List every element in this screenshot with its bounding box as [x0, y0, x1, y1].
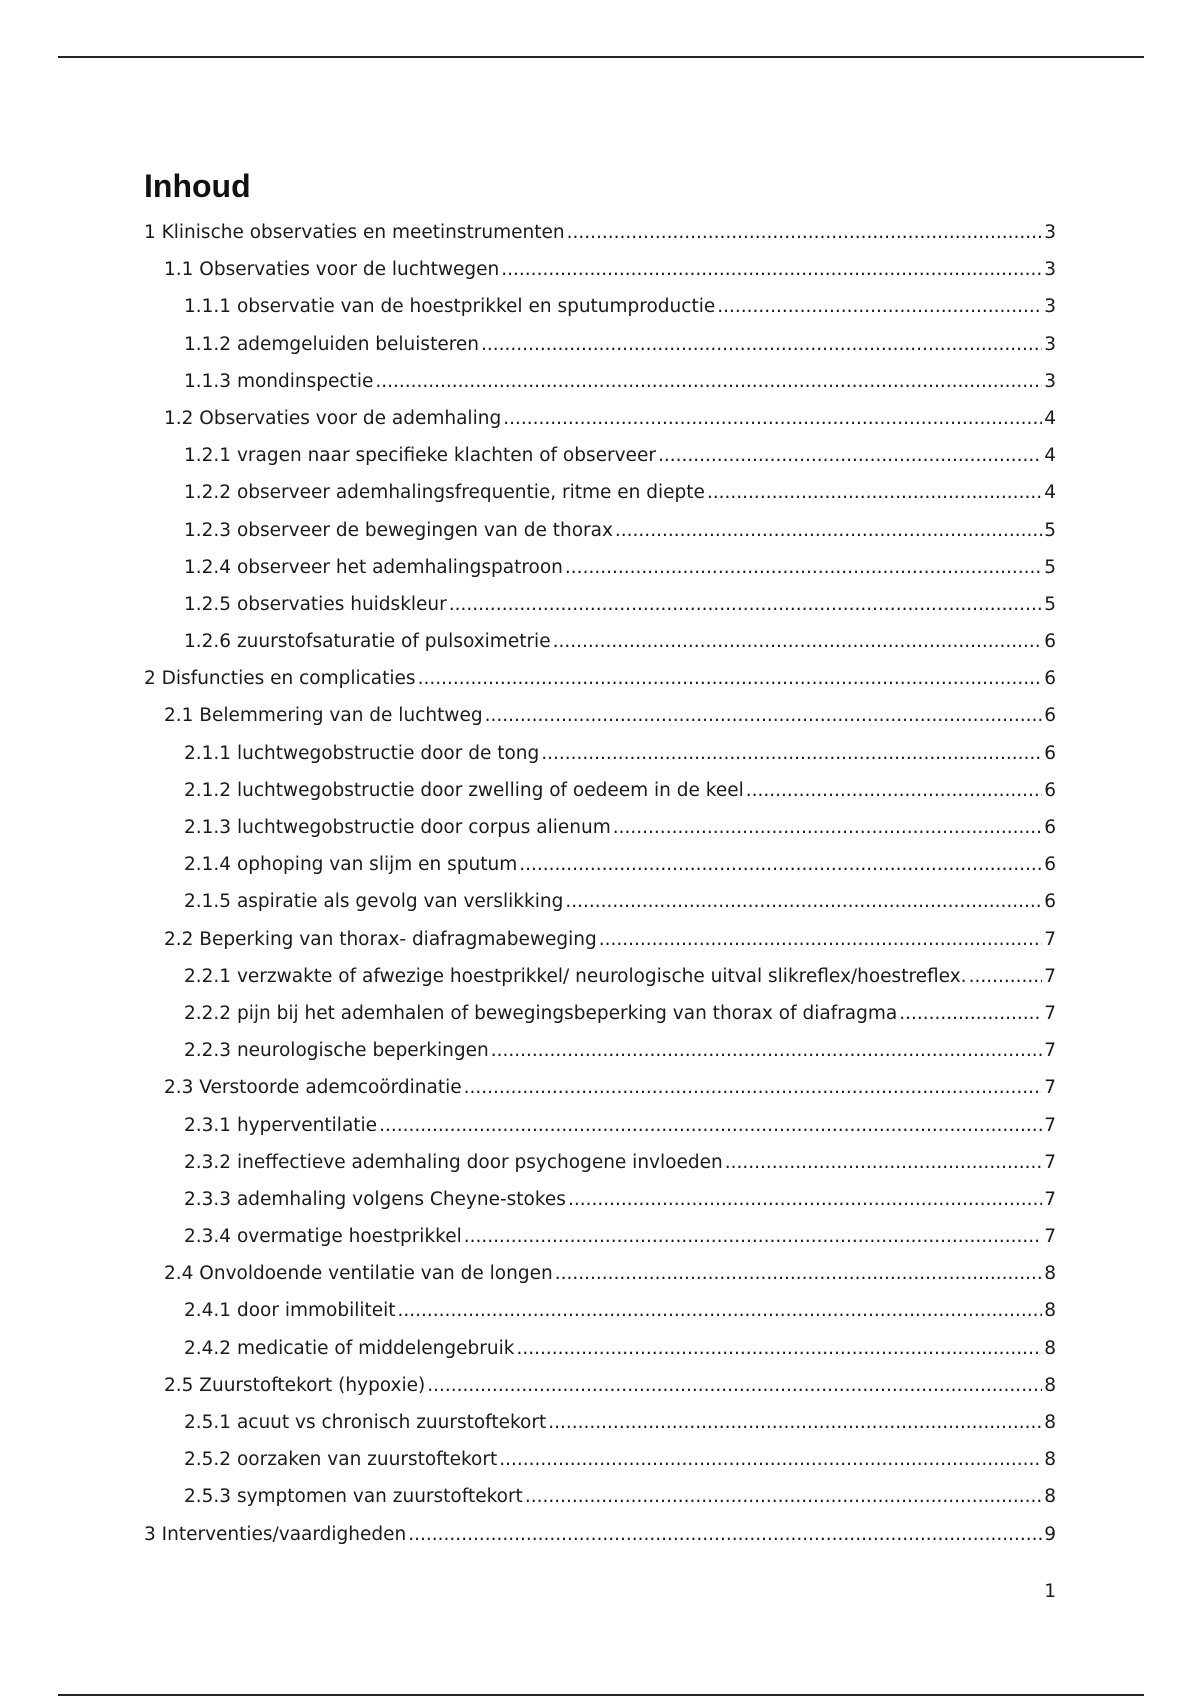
toc-dot-leader [565, 553, 1042, 583]
toc-entry-title: 2.1.1 luchtwegobstructie door de tong [184, 742, 540, 764]
toc-entry-page: 6 [1044, 817, 1056, 838]
toc-dot-leader [707, 478, 1042, 508]
toc-entry-title: 1.2.1 vragen naar specifieke klachten of observeer [184, 445, 656, 467]
toc-entry[interactable] [144, 701, 1056, 738]
toc-dot-leader [567, 218, 1043, 248]
toc-entry[interactable] [144, 887, 1056, 924]
toc-entry-title: 2.3.2 ineffectieve ademhaling door psychogene invloeden [184, 1151, 723, 1173]
toc-entry-title: 2.4.2 medicatie of middelengebruik [184, 1337, 515, 1359]
toc-entry-title: 2.1.5 aspiratie als gevolg van verslikking [184, 891, 564, 913]
toc-entry[interactable] [144, 330, 1056, 367]
toc-entry[interactable] [144, 1073, 1056, 1110]
toc-entry[interactable] [144, 1036, 1056, 1073]
toc-entry-title: 2.3.4 overmatige hoestprikkel [184, 1226, 462, 1248]
toc-entry[interactable] [144, 999, 1056, 1036]
toc-entry[interactable] [144, 1520, 1056, 1557]
toc-dot-leader [717, 292, 1042, 322]
toc-entry[interactable] [144, 925, 1056, 962]
toc-dot-leader [464, 1073, 1043, 1103]
toc-dot-leader [568, 1185, 1042, 1215]
toc-entry-title: 1.2 Observaties voor de ademhaling [164, 407, 502, 429]
toc-dot-leader [408, 1520, 1042, 1550]
toc-dot-leader [485, 701, 1043, 731]
toc-entry[interactable] [144, 516, 1056, 553]
toc-entry-title: 2.3 Verstoorde ademcoördinatie [164, 1077, 462, 1099]
toc-entry-page: 7 [1044, 965, 1056, 987]
toc-dot-leader [418, 664, 1043, 694]
toc-entry-title: 2.4.1 door immobiliteit [184, 1300, 396, 1322]
toc-entry[interactable] [144, 367, 1056, 404]
toc-dot-leader [548, 1408, 1042, 1438]
toc-entry-page: 7 [1044, 1040, 1056, 1062]
toc-entry-page: 8 [1044, 1449, 1056, 1471]
toc-dot-leader [491, 1036, 1042, 1066]
toc-entry-title: 2.1.3 luchtwegobstructie door corpus alienum [184, 817, 611, 838]
toc-entry-page: 8 [1044, 1374, 1056, 1396]
toc-entry-title: 1.2.6 zuurstofsaturatie of pulsoximetrie [184, 631, 551, 653]
toc-entry[interactable] [144, 1222, 1056, 1259]
toc-entry-title: 2.2.2 pijn bij het ademhalen of bewegingsbeperking van thorax of diafragma [184, 1002, 898, 1024]
toc-entry[interactable] [144, 1185, 1056, 1222]
toc-entry-title: 2.3.1 hyperventilatie [184, 1114, 378, 1136]
toc-entry[interactable] [144, 1371, 1056, 1408]
toc-entry-page: 8 [1044, 1300, 1056, 1322]
toc-entry-page: 7 [1044, 1226, 1056, 1248]
toc-entry[interactable] [144, 776, 1056, 813]
toc-entry[interactable] [144, 1296, 1056, 1333]
toc-entry-title: 2.5.3 symptomen van zuurstoftekort [184, 1486, 523, 1508]
toc-entry[interactable] [144, 1111, 1056, 1148]
toc-dot-leader [501, 255, 1042, 285]
toc-entry-page: 3 [1044, 296, 1056, 318]
toc-entry-page: 8 [1044, 1412, 1056, 1433]
toc-dot-leader [565, 887, 1042, 917]
toc-dot-leader [503, 404, 1042, 434]
toc-entry-page: 3 [1044, 222, 1056, 243]
toc-entry-title: 2 Disfuncties en complicaties [144, 668, 416, 690]
toc-entry[interactable] [144, 813, 1056, 850]
toc-dot-leader [615, 516, 1042, 546]
toc-entry-page: 3 [1044, 370, 1056, 392]
toc-entry-page: 7 [1044, 1114, 1056, 1136]
toc-entry[interactable] [144, 478, 1056, 515]
toc-dot-leader [449, 590, 1042, 620]
toc-entry-title: 1.1 Observaties voor de luchtwegen [164, 259, 500, 281]
toc-entry-title: 1.2.2 observeer ademhalingsfrequentie, ritme en diepte [184, 482, 705, 504]
toc-entry-title: 2.4 Onvoldoende ventilatie van de longen [164, 1263, 553, 1285]
toc-entry-title: 1.1.2 ademgeluiden beluisteren [184, 333, 480, 355]
toc-entry[interactable] [144, 1408, 1056, 1445]
toc-dot-leader [725, 1148, 1043, 1178]
toc-entry-title: 1.2.3 observeer de bewegingen van de thorax [184, 519, 613, 541]
toc-entry-page: 7 [1044, 1151, 1056, 1173]
toc-entry-page: 4 [1044, 445, 1056, 467]
footer-rule [58, 1694, 1144, 1696]
toc-dot-leader [541, 739, 1042, 769]
toc-entry-page: 5 [1044, 593, 1056, 615]
toc-entry[interactable] [144, 850, 1056, 887]
toc-entry-title: 2.3.3 ademhaling volgens Cheyne-stokes [184, 1188, 566, 1210]
toc-entry[interactable] [144, 627, 1056, 664]
toc-dot-leader [481, 330, 1042, 360]
toc-dot-leader [553, 627, 1043, 657]
toc-entry-title: 1 Klinische observaties en meetinstrumenten [144, 222, 565, 243]
table-of-contents [144, 218, 1056, 1557]
toc-entry-page: 8 [1044, 1486, 1056, 1508]
toc-entry-page: 8 [1044, 1263, 1056, 1285]
toc-entry[interactable] [144, 1259, 1056, 1296]
toc-dot-leader [525, 1482, 1042, 1512]
toc-entry-title: 2.5 Zuurstoftekort (hypoxie) [164, 1374, 426, 1396]
toc-entry[interactable] [144, 1148, 1056, 1185]
toc-entry-page: 3 [1044, 333, 1056, 355]
toc-entry-page: 7 [1044, 1002, 1056, 1024]
toc-entry[interactable] [144, 218, 1056, 255]
toc-dot-leader [969, 962, 1043, 992]
toc-entry-title: 1.2.5 observaties huidskleur [184, 593, 447, 615]
toc-entry-title: 3 Interventies/vaardigheden [144, 1523, 407, 1545]
page-number: 1 [1044, 1581, 1056, 1602]
toc-dot-leader [499, 1445, 1042, 1475]
toc-entry-page: 3 [1044, 259, 1056, 281]
toc-dot-leader [375, 367, 1042, 397]
toc-entry-page: 4 [1044, 482, 1056, 504]
toc-entry-page: 7 [1044, 1077, 1056, 1099]
toc-dot-leader [899, 999, 1042, 1029]
toc-entry[interactable] [144, 255, 1056, 292]
toc-entry[interactable] [144, 441, 1056, 478]
toc-dot-leader [613, 813, 1042, 843]
toc-entry[interactable] [144, 590, 1056, 627]
toc-dot-leader [464, 1222, 1042, 1252]
toc-dot-leader [516, 1334, 1042, 1364]
toc-entry-title: 1.1.1 observatie van de hoestprikkel en sputumproductie [184, 296, 716, 318]
toc-entry[interactable] [144, 739, 1056, 776]
toc-title: Inhoud [144, 168, 251, 204]
toc-entry[interactable] [144, 664, 1056, 701]
toc-entry[interactable] [144, 553, 1056, 590]
toc-dot-leader [398, 1296, 1043, 1326]
toc-dot-leader [555, 1259, 1043, 1289]
toc-entry-title: 2.5.1 acuut vs chronisch zuurstoftekort [184, 1412, 547, 1433]
toc-entry-page: 7 [1044, 928, 1056, 950]
toc-entry-page: 4 [1044, 407, 1056, 429]
toc-entry-page: 9 [1044, 1523, 1056, 1545]
header-rule [58, 56, 1144, 58]
toc-entry-page: 6 [1044, 631, 1056, 653]
toc-entry-page: 6 [1044, 742, 1056, 764]
toc-dot-leader [379, 1111, 1042, 1141]
toc-entry-page: 6 [1044, 668, 1056, 690]
toc-entry-page: 5 [1044, 556, 1056, 578]
toc-entry-page: 6 [1044, 705, 1056, 727]
toc-dot-leader [658, 441, 1042, 471]
toc-dot-leader [746, 776, 1042, 806]
toc-entry-page: 6 [1044, 854, 1056, 876]
toc-entry-title: 2.5.2 oorzaken van zuurstoftekort [184, 1449, 498, 1471]
toc-dot-leader [519, 850, 1042, 880]
toc-entry-title: 1.1.3 mondinspectie [184, 370, 374, 392]
toc-entry[interactable] [144, 1482, 1056, 1519]
toc-dot-leader [599, 925, 1043, 955]
toc-entry-page: 8 [1044, 1337, 1056, 1359]
toc-entry[interactable] [144, 1334, 1056, 1371]
toc-entry-title: 2.2.1 verzwakte of afwezige hoestprikkel/ neurologische uitval slikreflex/hoestreflex. [184, 965, 967, 987]
toc-entry[interactable] [144, 1445, 1056, 1482]
toc-entry[interactable] [144, 404, 1056, 441]
toc-entry-title: 2.1.4 ophoping van slijm en sputum [184, 854, 518, 876]
toc-entry-page: 7 [1044, 1188, 1056, 1210]
toc-entry[interactable] [144, 292, 1056, 329]
toc-entry-page: 6 [1044, 779, 1056, 801]
toc-entry-page: 6 [1044, 891, 1056, 913]
toc-entry-title: 2.2.3 neurologische beperkingen [184, 1040, 489, 1062]
toc-entry-title: 2.1 Belemmering van de luchtweg [164, 705, 483, 727]
toc-dot-leader [427, 1371, 1042, 1401]
toc-entry-title: 2.1.2 luchtwegobstructie door zwelling of oedeem in de keel [184, 779, 744, 801]
toc-entry-title: 2.2 Beperking van thorax- diafragmabeweging [164, 928, 597, 950]
toc-entry-page: 5 [1044, 519, 1056, 541]
toc-entry[interactable] [144, 962, 1056, 999]
toc-entry-title: 1.2.4 observeer het ademhalingspatroon [184, 556, 563, 578]
